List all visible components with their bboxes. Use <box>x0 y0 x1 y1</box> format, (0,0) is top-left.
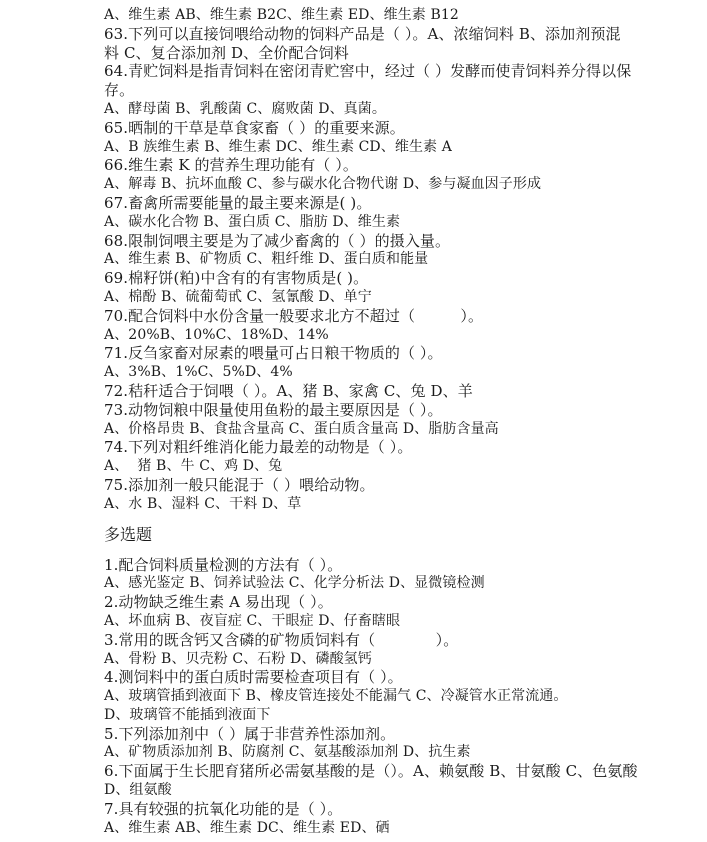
option-line: D、玻璃管不能插到液面下 <box>104 706 271 723</box>
option-line: A、维生素 AB、维生素 DC、维生素 ED、硒 <box>104 819 390 836</box>
question-line: 68.限制饲喂主要是为了减少畜禽的（ ）的摄入量。 <box>104 231 451 250</box>
option-line: A、解毒 B、抗坏血酸 C、参与碳水化合物代谢 D、参与凝血因子形成 <box>104 176 542 193</box>
option-line: A、碳水化合物 B、蛋白质 C、脂肪 D、维生素 <box>104 213 401 230</box>
question-line: 74.下列对粗纤维消化能力最差的动物是（ ）。 <box>104 438 413 457</box>
document-page <box>104 6 694 837</box>
question-line: 71.反刍家畜对尿素的喂量可占日粮干物质的（ ）。 <box>104 344 443 363</box>
option-line: A、水 B、湿料 C、干料 D、草 <box>104 495 302 512</box>
question-line: 65.晒制的干草是草食家畜（ ）的重要来源。 <box>104 118 405 137</box>
option-line: A、玻璃管插到液面下 B、橡皮管连接处不能漏气 C、冷凝管水正常流通。 <box>104 688 568 705</box>
question-line: 66.维生素 K 的营养生理功能有（ ）。 <box>104 156 358 175</box>
option-line: A、棉酚 B、硫葡萄甙 C、氢氰酸 D、单宁 <box>104 288 372 305</box>
question-line: 3.常用的既含钙又含磷的矿物质饲料有（ ）。 <box>104 630 459 649</box>
question-line: 70.配合饲料中水份含量一般要求北方不超过（ ）。 <box>104 306 484 325</box>
question-line: 72.秸秆适合于饲喂（ ）。A、猪 B、家禽 C、兔 D、羊 <box>104 381 473 400</box>
option-line: A、酵母菌 B、乳酸菌 C、腐败菌 D、真菌。 <box>104 100 386 117</box>
question-line: 料 C、复合添加剂 D、全价配合饲料 <box>104 43 349 62</box>
question-line: 1.配合饲料质量检测的方法有（ ）。 <box>104 555 343 574</box>
question-line: 69.棉籽饼(粕)中含有的有害物质是( )。 <box>104 269 369 288</box>
option-line: A、矿物质添加剂 B、防腐剂 C、氨基酸添加剂 D、抗生素 <box>104 744 471 761</box>
question-line: 2.动物缺乏维生素 A 易出现（ ）。 <box>104 593 333 612</box>
question-line: 5.下列添加剂中（ ）属于非营养性添加剂。 <box>104 724 396 743</box>
question-line: 7.具有较强的抗氧化功能的是（ ）。 <box>104 799 343 818</box>
option-line: A、价格昂贵 B、食盐含量高 C、蛋白质含量高 D、脂肪含量高 <box>104 420 499 437</box>
question-line: 75.添加剂一般只能混于（ ）喂给动物。 <box>104 475 375 494</box>
option-line: A、骨粉 B、贝壳粉 C、石粉 D、磷酸氢钙 <box>104 650 372 667</box>
question-block-multiple-choice <box>104 556 694 838</box>
option-line: A、维生素 B、矿物质 C、粗纤维 D、蛋白质和能量 <box>104 251 429 268</box>
question-line: 64.青贮饲料是指青饲料在密闭青贮窖中，经过（ ）发酵而使青饲料养分得以保 <box>104 62 632 81</box>
question-line: 67.畜禽所需要能量的最主要来源是( )。 <box>104 193 372 212</box>
question-block-single-choice <box>104 6 694 514</box>
option-line: A、感光鉴定 B、饲养试验法 C、化学分析法 D、显微镜检测 <box>104 575 485 592</box>
option-line: A、坏血病 B、夜盲症 C、干眼症 D、仔畜瞎眼 <box>104 612 401 629</box>
option-line: A、B 族维生素 B、维生素 DC、维生素 CD、维生素 A <box>104 138 452 155</box>
question-line: 6.下面属于生长肥育猪所必需氨基酸的是（）。A、赖氨酸 B、甘氨酸 C、色氨酸 <box>104 762 638 781</box>
option-line: A、 猪 B、牛 C、鸡 D、兔 <box>104 458 283 475</box>
option-line: D、组氨酸 <box>104 782 172 799</box>
option-line: A、3%B、1%C、5%D、4% <box>104 364 293 381</box>
option-line: A、维生素 AB、维生素 B2C、维生素 ED、维生素 B12 <box>104 7 459 23</box>
section-title: 多选题 <box>104 524 153 544</box>
question-line: 存。 <box>104 81 135 100</box>
question-line: 63.下列可以直接饲喂给动物的饲料产品是（ ）。A、浓缩饲料 B、添加剂预混 <box>104 24 621 43</box>
question-line: 4.测饲料中的蛋白质时需要检查项目有（ ）。 <box>104 668 403 687</box>
option-line: A、20%B、10%C、18%D、14% <box>104 326 329 343</box>
question-line: 73.动物饲粮中限量使用鱼粉的最主要原因是（ ）。 <box>104 400 443 419</box>
